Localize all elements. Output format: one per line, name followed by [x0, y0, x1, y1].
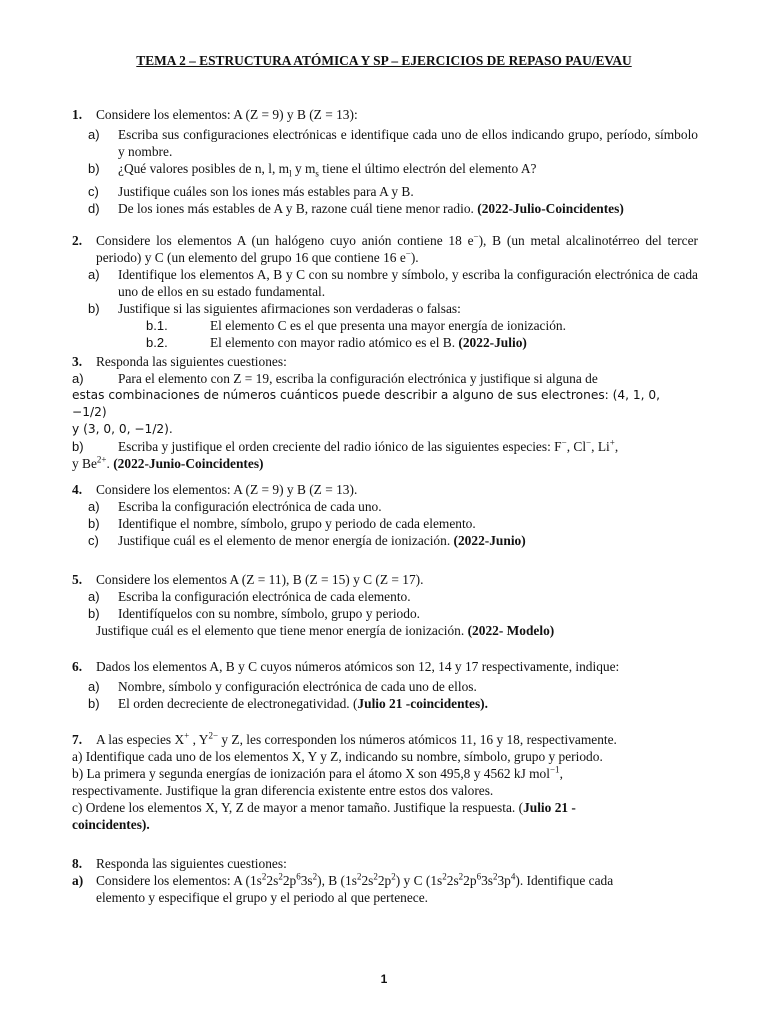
- item-text: Justifique cuál es el elemento de menor energía de ionización. (2022-Junio): [118, 533, 526, 548]
- item-label: b): [88, 301, 100, 316]
- item-text: Justifique cuáles son los iones más estables para A y B.: [118, 183, 414, 199]
- item-label: b.1.: [146, 318, 168, 333]
- exam-source: (2022-Julio-Coincidentes): [477, 200, 624, 216]
- question-number: 7.: [72, 732, 83, 747]
- exam-source: (2022-Junio-Coincidentes): [113, 456, 264, 471]
- item-text-line: estas combinaciones de números cuánticos puede describir a alguno de sus electrones: (4, 1, 0, −1/2): [72, 388, 661, 419]
- item-text: Identifíquelos con su nombre, símbolo, grupo y periodo.: [118, 606, 420, 621]
- exam-source: Julio 21 -: [523, 800, 576, 815]
- item-label: c): [88, 533, 99, 548]
- item-label: b.2.: [146, 335, 168, 350]
- item-label: d): [88, 200, 100, 216]
- question-text: Considere los elementos A (Z = 11), B (Z = 15) y C (Z = 17).: [96, 572, 424, 587]
- item-text: b) La primera y segunda energías de ionización para el átomo X son 495,8 y 4562 kJ mol$^{-1}$,: [72, 764, 563, 781]
- item-label: a): [88, 267, 100, 282]
- question-2: [72, 232, 698, 351]
- question-text: Responda las siguientes cuestiones:: [96, 856, 287, 871]
- question-5: [72, 571, 698, 639]
- question-text: Considere los elementos A (un halógeno cuyo anión contiene 18 e−), B (un metal alcalinotérreo del tercer periodo) y C (un elemento del grupo 16 que contiene 16 e−).: [96, 231, 698, 265]
- question-1: [72, 106, 698, 217]
- item-label: a): [88, 589, 100, 604]
- item-label: a): [72, 371, 84, 386]
- item-text: El elemento con mayor radio atómico es el B. (2022-Julio): [210, 335, 527, 350]
- item-text-line: [72, 816, 698, 833]
- item-label: b): [88, 606, 100, 621]
- exam-source: coincidentes).: [72, 817, 150, 832]
- item-text: Justifique si las siguientes afirmaciones son verdaderas o falsas:: [118, 301, 461, 316]
- item-text-line: respectivamente. Justifique la gran diferencia existente entre estos dos valores.: [72, 783, 494, 798]
- question-number: 1.: [72, 107, 83, 122]
- item-text: El elemento C es el que presenta una mayor energía de ionización.: [210, 318, 566, 333]
- item-text-line: y $Be^{2+}$. (2022-Junio-Coincidentes): [72, 454, 264, 471]
- question-3: [72, 353, 698, 472]
- item-text: Identifique los elementos A, B y C con su nombre y símbolo, y escriba la configuración electrónica de cada uno de ellos en su estado fundamental.: [118, 267, 698, 299]
- item-label: c): [88, 183, 99, 199]
- question-text: Considere los elementos: A (Z = 9) y B (Z = 13):: [96, 107, 358, 122]
- item-text: Identifique el nombre, símbolo, grupo y periodo de cada elemento.: [118, 516, 476, 531]
- item-text: ¿Qué valores posibles de n, l, $m_l$ y $m_s$ tiene el último electrón del elemento A?: [118, 161, 537, 179]
- exam-source: (2022-Julio): [458, 335, 527, 350]
- question-number: 4.: [72, 482, 83, 497]
- item-text: Considere los elementos: A $(1s^22s^22p^63s^2)$, B $(1s^22s^22p^2)$ y C $(1s^22s^22p^63s^23p^4)$. Identifique cada: [96, 871, 614, 888]
- item-text-line: elemento y especifique el grupo y el periodo al que pertenece.: [96, 890, 429, 905]
- item-text: Escriba la configuración electrónica de cada elemento.: [118, 589, 411, 604]
- item-label: b): [88, 696, 100, 711]
- item-text: a) Identifique cada uno de los elementos X, Y y Z, indicando su nombre, símbolo, grupo y periodo.: [72, 749, 603, 764]
- item-text-line: y (3, 0, 0, −1/2).: [72, 422, 173, 436]
- item-text: Para el elemento con Z = 19, escriba la configuración electrónica y justifique si alguna de: [118, 371, 598, 386]
- question-number: 6.: [72, 659, 83, 674]
- question-6: [72, 658, 698, 712]
- question-7: [72, 731, 698, 833]
- question-text: Considere los elementos: A (Z = 9) y B (Z = 13).: [96, 482, 358, 497]
- item-text: Escriba y justifique el orden creciente del radio iónico de las siguientes especies: F−, Cl−, Li+,: [118, 437, 619, 454]
- item-text: Escriba sus configuraciones electrónicas e identifique cada uno de ellos indicando grupo, período, símbolo y nombre.: [118, 127, 698, 159]
- page-title: TEMA 2 – ESTRUCTURA ATÓMICA Y SP – EJERCICIOS DE REPASO PAU/EVAU: [136, 53, 632, 68]
- exam-source: (2022-Junio): [453, 533, 526, 548]
- question-text: Responda las siguientes cuestiones:: [96, 354, 287, 369]
- question-4: [72, 481, 698, 549]
- question-text: Dados los elementos A, B y C cuyos números atómicos son 12, 14 y 17 respectivamente, indique:: [96, 659, 620, 674]
- question-8: [72, 855, 698, 906]
- item-label: a): [88, 679, 100, 694]
- question-text: A las especies X+ , $Y^{2-}$ y Z, les corresponden los números atómicos 11, 16 y 18, respectivamente.: [96, 730, 617, 747]
- item-text: Justifique cuál es el elemento que tiene menor energía de ionización. (2022- Modelo): [96, 623, 555, 638]
- exam-source: Julio 21 -coincidentes).: [357, 696, 488, 711]
- item-label: b): [72, 439, 84, 454]
- item-label: a): [88, 499, 100, 514]
- item-text: Escriba la configuración electrónica de cada uno.: [118, 499, 382, 514]
- item-label: b): [88, 161, 100, 176]
- item-text: De los iones más estables de A y B, razone cuál tiene menor radio. (2022-Julio-Coincidentes): [118, 200, 624, 216]
- item-label: a): [88, 127, 100, 142]
- item-label: a): [72, 873, 84, 888]
- question-number: 5.: [72, 572, 83, 587]
- question-number: 8.: [72, 856, 83, 871]
- question-number: 2.: [72, 233, 83, 248]
- item-text: Nombre, símbolo y configuración electrónica de cada uno de ellos.: [118, 679, 477, 694]
- item-text: c) Ordene los elementos X, Y, Z de mayor a menor tamaño. Justifique la respuesta. (Julio 21 -: [72, 800, 576, 815]
- exam-source: (2022- Modelo): [467, 623, 555, 638]
- question-number: 3.: [72, 354, 83, 369]
- item-label: b): [88, 516, 100, 531]
- item-text: El orden decreciente de electronegatividad. (Julio 21 -coincidentes).: [118, 696, 488, 711]
- page-number: 1: [380, 972, 388, 986]
